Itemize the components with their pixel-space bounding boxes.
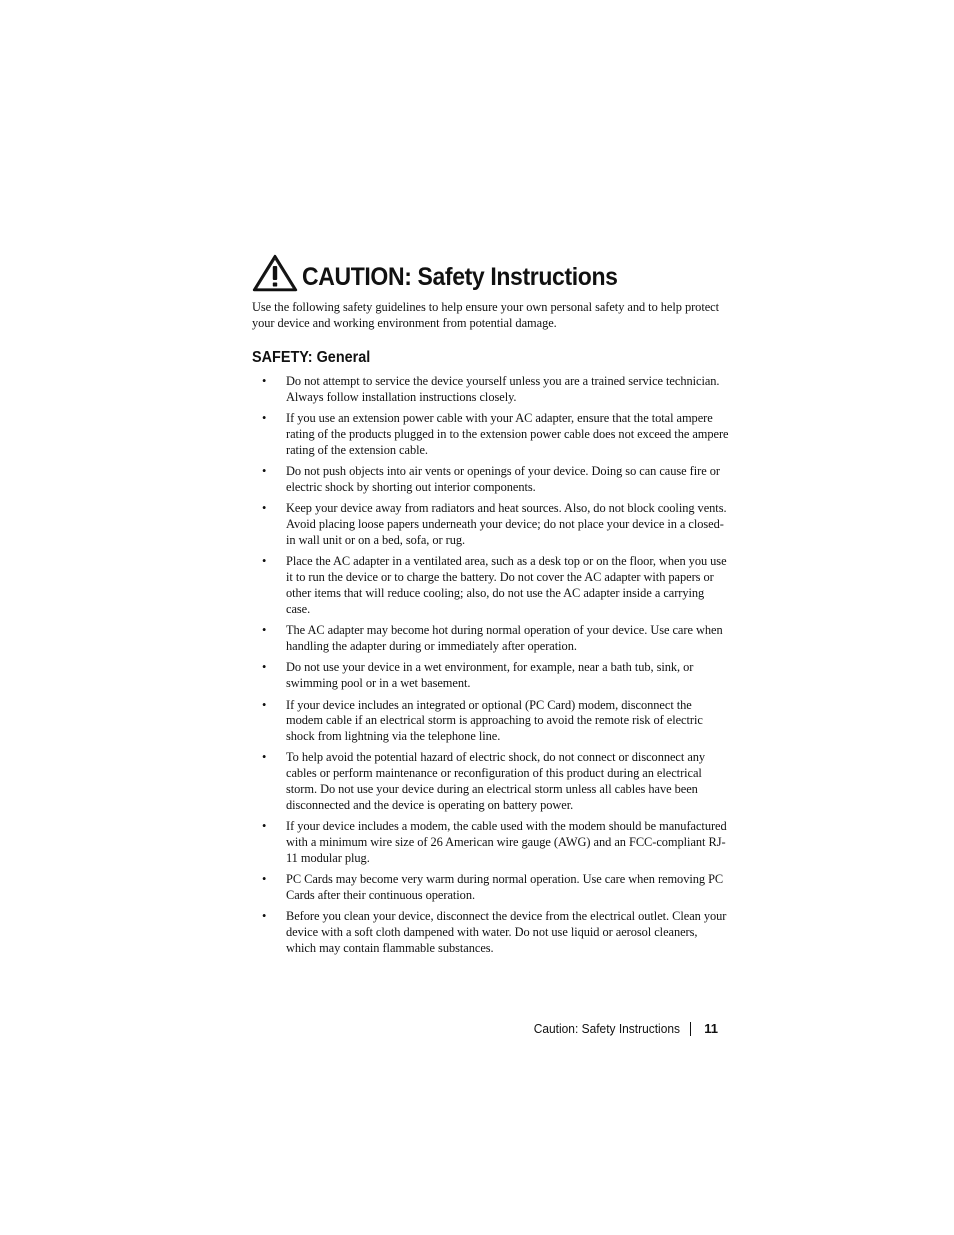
- list-item-text: Do not use your device in a wet environment, for example, near a bath tub, sink, or swimming pool or in a wet basement.: [286, 660, 694, 691]
- intro-paragraph: Use the following safety guidelines to help ensure your own personal safety and to help protect your device and working environment from potential damage.: [252, 300, 720, 330]
- document-page: [252, 252, 730, 962]
- list-item: [252, 909, 730, 956]
- bullet-marker: •: [262, 623, 267, 638]
- bullet-marker: •: [262, 411, 267, 426]
- bullet-marker: •: [262, 464, 267, 479]
- list-item-text: If your device includes an integrated or optional (PC Card) modem, disconnect the modem cable if an electrical storm is approaching to avoid the remote risk of electric shock from lightning via the telephone line.: [286, 697, 703, 744]
- bullet-marker: •: [262, 909, 267, 924]
- section-heading: SAFETY: General: [252, 349, 371, 366]
- list-item: [252, 411, 730, 458]
- list-item: [252, 464, 730, 496]
- list-item-text: Do not attempt to service the device yourself unless you are a trained service technician. Always follow installation instructions closely.: [286, 374, 720, 404]
- list-item: [252, 698, 730, 745]
- list-item-text: If your device includes a modem, the cable used with the modem should be manufactured with a minimum wire size of 26 American wire gauge (AWG) and an FCC-compliant RJ-11 modular plug.: [286, 819, 727, 865]
- list-item-text: PC Cards may become very warm during normal operation. Use care when removing PC Cards after their continuous operation.: [286, 872, 724, 903]
- page-footer: [500, 1019, 718, 1039]
- list-item: [252, 750, 730, 813]
- list-item-text: Keep your device away from radiators and heat sources. Also, do not block cooling vents. Avoid placing loose papers underneath your device; do not place your device in a closed-in wall unit or on a bed, sofa, or rug.: [286, 501, 727, 547]
- bullet-marker: •: [262, 374, 267, 388]
- list-item-text: The AC adapter may become hot during normal operation of your device. Use care when handling the adapter during or immediately after operation.: [286, 623, 723, 653]
- list-item: [252, 374, 730, 406]
- warning-triangle-icon: [252, 254, 298, 292]
- bullet-marker: •: [262, 660, 267, 675]
- bullet-marker: •: [262, 554, 267, 569]
- bullet-marker: •: [262, 697, 267, 712]
- footer-divider: [690, 1022, 691, 1036]
- bullet-marker: •: [262, 872, 267, 887]
- title-row: [252, 252, 730, 292]
- list-item-text: Do not push objects into air vents or openings of your device. Doing so can cause fire or electric shock by shorting out interior components.: [286, 464, 720, 494]
- list-item-text: To help avoid the potential hazard of electric shock, do not connect or disconnect any cables or perform maintenance or reconfiguration of this product during an electrical storm. Do not use your device during an electrical storm unless all cables have been disconnected and the device is operating on battery power.: [286, 750, 706, 812]
- list-item-text: Place the AC adapter in a ventilated area, such as a desk top or on the floor, when you use it to run the device or to charge the battery. Do not cover the AC adapter with papers or other items that will reduce cooling; also, do not use the AC adapter inside a carrying case.: [286, 554, 727, 616]
- list-item-text: If you use an extension power cable with your AC adapter, ensure that the total ampere rating of the products plugged in to the extension power cable does not exceed the ampere rating of the extension cable.: [286, 411, 729, 457]
- safety-list: [252, 374, 730, 957]
- list-item-text: Before you clean your device, disconnect the device from the electrical outlet. Clean your device with a soft cloth dampened with water. Do not use liquid or aerosol cleaners, which may contain flammable substances.: [286, 909, 727, 956]
- list-item: [252, 872, 730, 904]
- list-item: [252, 660, 730, 692]
- list-item: [252, 554, 730, 617]
- page-number: 11: [704, 1021, 718, 1036]
- bullet-marker: •: [262, 501, 267, 516]
- bullet-marker: •: [262, 819, 267, 834]
- page-title: CAUTION: Safety Instructions: [302, 263, 618, 291]
- bullet-marker: •: [262, 750, 267, 765]
- list-item: [252, 501, 730, 548]
- list-item: [252, 819, 730, 866]
- list-item: [252, 623, 730, 655]
- running-footer-title: Caution: Safety Instructions: [533, 1021, 681, 1036]
